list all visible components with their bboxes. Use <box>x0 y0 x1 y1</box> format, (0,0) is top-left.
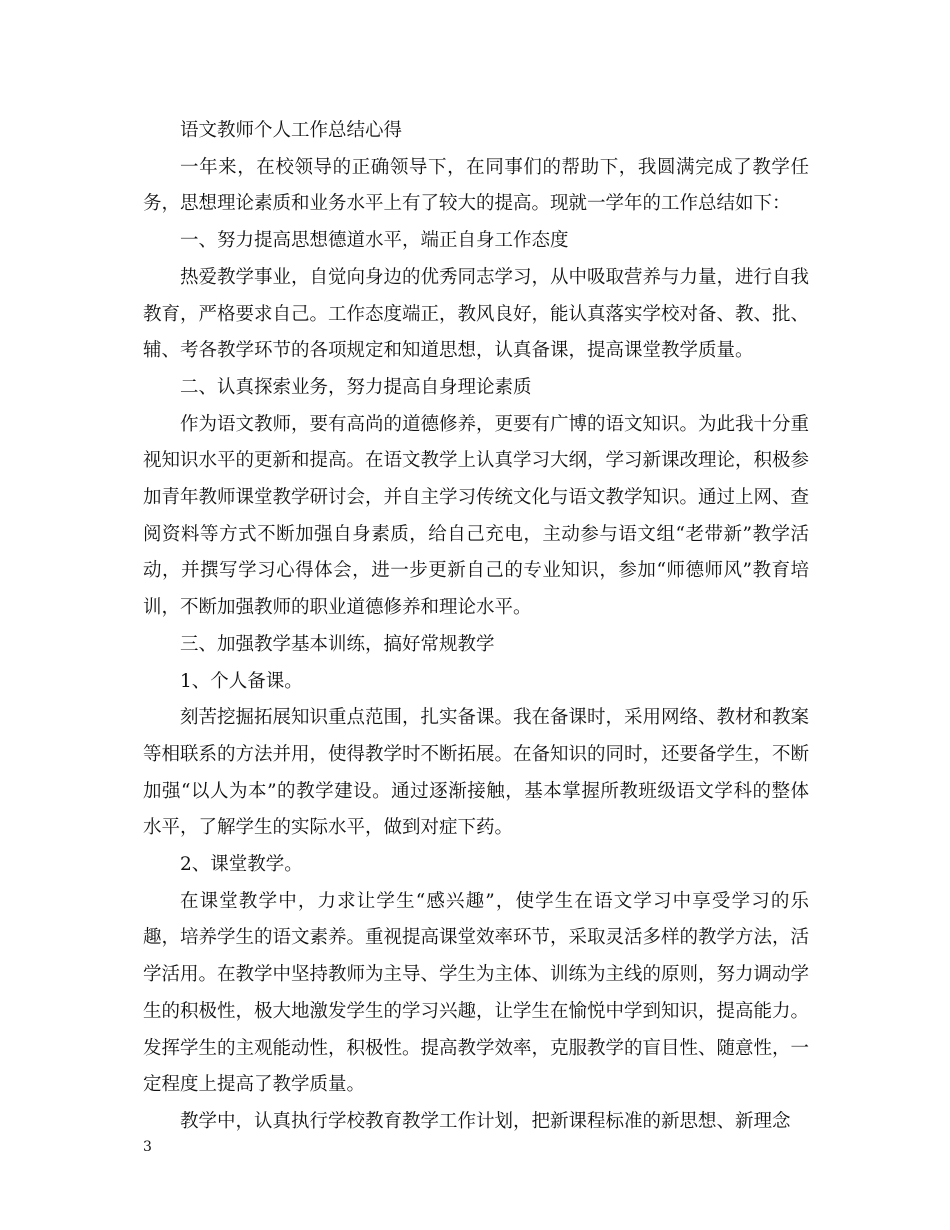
paragraph: 在课堂教学中，力求让学生“感兴趣”，使学生在语文学习中享受学习的乐趣，培养学生的语文素养。重视提高课堂效率环节，采取灵活多样的教学方法，活学活用。在教学中坚持教师为主导、学生为主体、训练为主线的原则，努力调动学生的积极性，极大地激发学生的学习兴趣，让学生在愉悦中学到知识，提高能力。发挥学生的主观能动性，积极性。提高教学效率，克服教学的盲目性、随意性，一定程度上提高了教学质量。 <box>143 890 810 1096</box>
subsection-heading-1: 1、个人备课。 <box>180 670 303 692</box>
document-title: 语文教师个人工作总结心得 <box>180 120 403 141</box>
paragraph: 刻苦挖掘拓展知识重点范围，扎实备课。我在备课时，采用网络、教材和教案等相联系的方法并用，使得教学时不断拓展。在备知识的同时，还要备学生，不断加强“以人为本”的教学建设。通过逐渐接触，基本掌握所教班级语文学科的整体水平，了解学生的实际水平，做到对症下药。 <box>143 707 810 839</box>
section-heading-3: 三、加强教学基本训练，搞好常规教学 <box>180 633 495 655</box>
page-number: 3 <box>143 1139 152 1155</box>
paragraph: 热爱教学事业，自觉向身边的优秀同志学习，从中吸取营养与力量，进行自我教育，严格要求自己。工作态度端正，教风良好，能认真落实学校对备、教、批、辅、考各教学环节的各项规定和知道思想，认真备课，提高课堂教学质量。 <box>143 266 810 362</box>
paragraph-intro: 一年来，在校领导的正确领导下，在同事们的帮助下，我圆满完成了教学任务，思想理论素质和业务水平上有了较大的提高。现就一学年的工作总结如下： <box>143 156 809 215</box>
paragraph: 作为语文教师，要有高尚的道德修养，更要有广博的语文知识。为此我十分重视知识水平的更新和提高。在语文教学上认真学习大纲，学习新课改理论，积极参加青年教师课堂教学研讨会，并自主学习传统文化与语文教学知识。通过上网、查阅资料等方式不断加强自身素质，给自己充电，主动参与语文组“老带新”教学活动，并撰写学习心得体会，进一步更新自己的专业知识，参加“师德师风”教育培训，不断加强教师的职业道德修养和理论水平。 <box>143 413 810 619</box>
document-body <box>143 113 809 1141</box>
section-heading-2: 二、认真探索业务，努力提高自身理论素质 <box>180 376 532 398</box>
paragraph: 教学中，认真执行学校教育教学工作计划，把新课程标准的新思想、新理念 <box>180 1110 791 1132</box>
subsection-heading-2: 2、课堂教学。 <box>180 854 303 876</box>
section-heading-1: 一、努力提高思想德道水平，端正自身工作态度 <box>180 230 569 252</box>
